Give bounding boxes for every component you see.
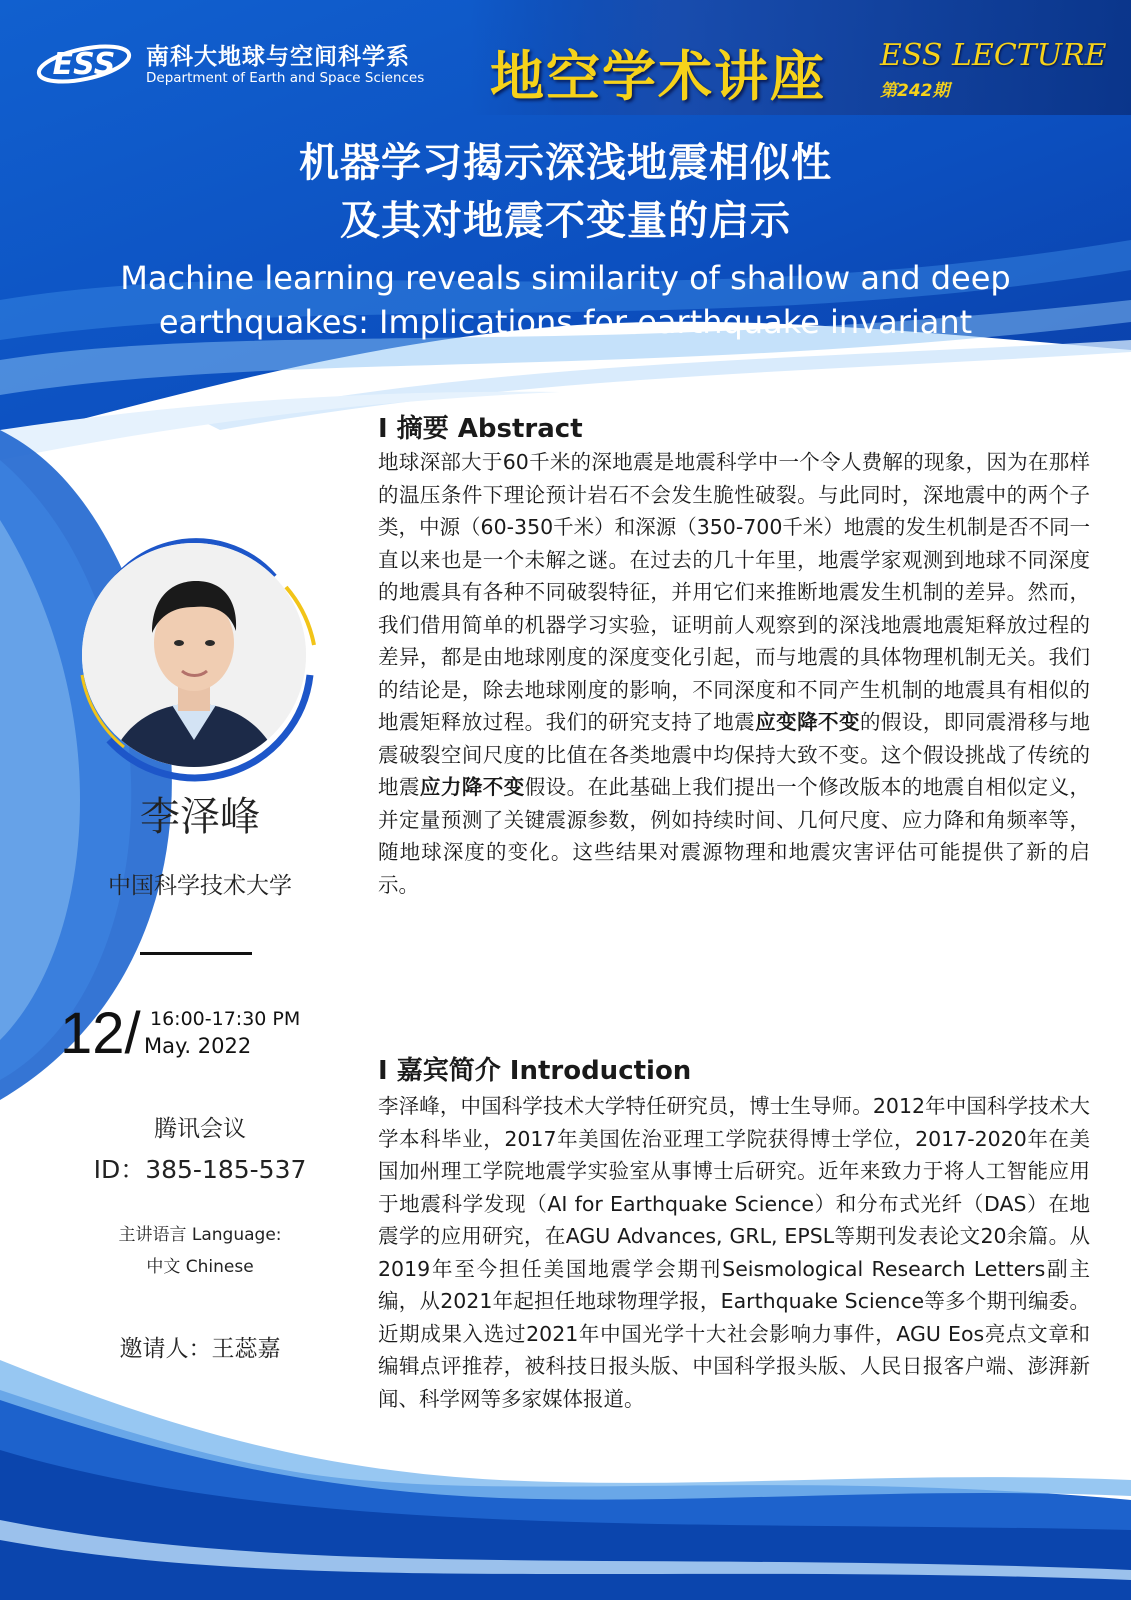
event-month-year: May. 2022 (144, 1034, 252, 1058)
day-number: 12 (60, 1001, 125, 1066)
introduction-text: 李泽峰，中国科学技术大学特任研究员，博士生导师。2012年中国科学技术大学本科毕业，2017年美国佐治亚理工学院获得博士学位，2017-2020年在美国加州理工学院地震学实验室从事博士后研究。近年来致力于将人工智能应用于地震科学发现（AI for Earthquake Science）和分布式光纤（DAS）在地震学的应用研究，在AGU Advances, GRL, EPSL等期刊发表论文20余篇。从2019年至今担任美国地震学会期刊Seismological Research Letters副主编，从2021年起担任地球物理学报，Earthquake Science等多个期刊编委。近期成果入选过2021年中国光学十大社会影响力事件，AGU Eos亮点文章和编辑点评推荐，被科技日报头版、中国科学报头版、人民日报客户端、澎湃新闻、科学网等多家媒体报道。 (378, 1094, 1090, 1411)
abstract-text (378, 446, 1090, 901)
department-name-cn: 南科大地球与空间科学系 (146, 44, 410, 70)
speaker-affiliation: 中国科学技术大学 (108, 873, 292, 899)
title-cn-line2: 及其对地震不变量的启示 (340, 198, 791, 244)
abstract-part1: 地球深部大于60千米的深地震是地震科学中一个令人费解的现象，因为在那样的温压条件下理论预计岩石不会发生脆性破裂。与此同时，深地震中的两个子类，中源（60-350千米）和深源（350-700千米）地震的发生机制是否不同一直以来也是一个未解之谜。在过去的几十年里，地震学家观测到地球不同深度的地震具有各种不同破裂特征，并用它们来推断地震发生机制的差异。然而，我们借用简单的机器学习实验，证明前人观察到的深浅地震地震矩释放过程的差异，都是由地球刚度的深度变化引起，而与地震的具体物理机制无关。我们的结论是，除去地球刚度的影响，不同深度和不同产生机制的地震具有相似的地震矩释放过程。我们的研究支持了地震 (378, 450, 1090, 734)
language-label: 主讲语言 Language: (118, 1225, 282, 1245)
issue-number: 第242期 (880, 81, 950, 101)
speaker-name: 李泽峰 (140, 794, 260, 840)
abstract-highlight-stress-drop: 应力降不变 (419, 775, 525, 799)
lecture-series-en: ESS LECTURE (880, 38, 1107, 73)
logo-text: ESS (52, 47, 116, 82)
host-name: 邀请人：王蕊嘉 (119, 1336, 281, 1362)
title-cn (0, 134, 1131, 250)
date-day (60, 1000, 141, 1067)
divider (140, 952, 252, 955)
abstract-highlight-strain-drop: 应变降不变 (755, 710, 860, 734)
speaker-portrait-icon (64, 525, 324, 785)
lecture-series-title: 地空学术讲座 (490, 44, 826, 108)
ess-logo-icon (34, 36, 136, 92)
abstract-part3: 假设。在此基础上我们提出一个修改版本的地震自相似定义，并定量预测了关键震源参数，例如持续时间、几何尺度、应力降和角频率等，随地球深度的变化。这些结果对震源物理和地震灾害评估可能提供了新的启示。 (378, 775, 1091, 897)
department-name-en: Department of Earth and Space Sciences (146, 70, 425, 86)
title-en-line1: Machine learning reveals similarity of shallow and deep (120, 259, 1011, 297)
language-value: 中文 Chinese (146, 1257, 254, 1277)
date-slash: / (124, 1001, 141, 1066)
introduction-heading: I 嘉宾简介 Introduction (378, 1056, 692, 1086)
abstract-part2: 的假设，即同震滑移与地震破裂空间尺度的比值在各类地震中均保持大致不变。这个假设挑战了传统的地震 (378, 710, 1091, 799)
title-en-line2: earthquakes: Implications for earthquake invariant (158, 303, 973, 341)
title-cn-line1: 机器学习揭示深浅地震相似性 (299, 140, 832, 186)
event-time: 16:00-17:30 PM (150, 1008, 301, 1030)
title-en (0, 256, 1131, 344)
abstract-heading: I 摘要 Abstract (378, 414, 583, 444)
meeting-app: 腾讯会议 (154, 1116, 246, 1142)
meeting-id: ID：385-185-537 (93, 1155, 307, 1184)
